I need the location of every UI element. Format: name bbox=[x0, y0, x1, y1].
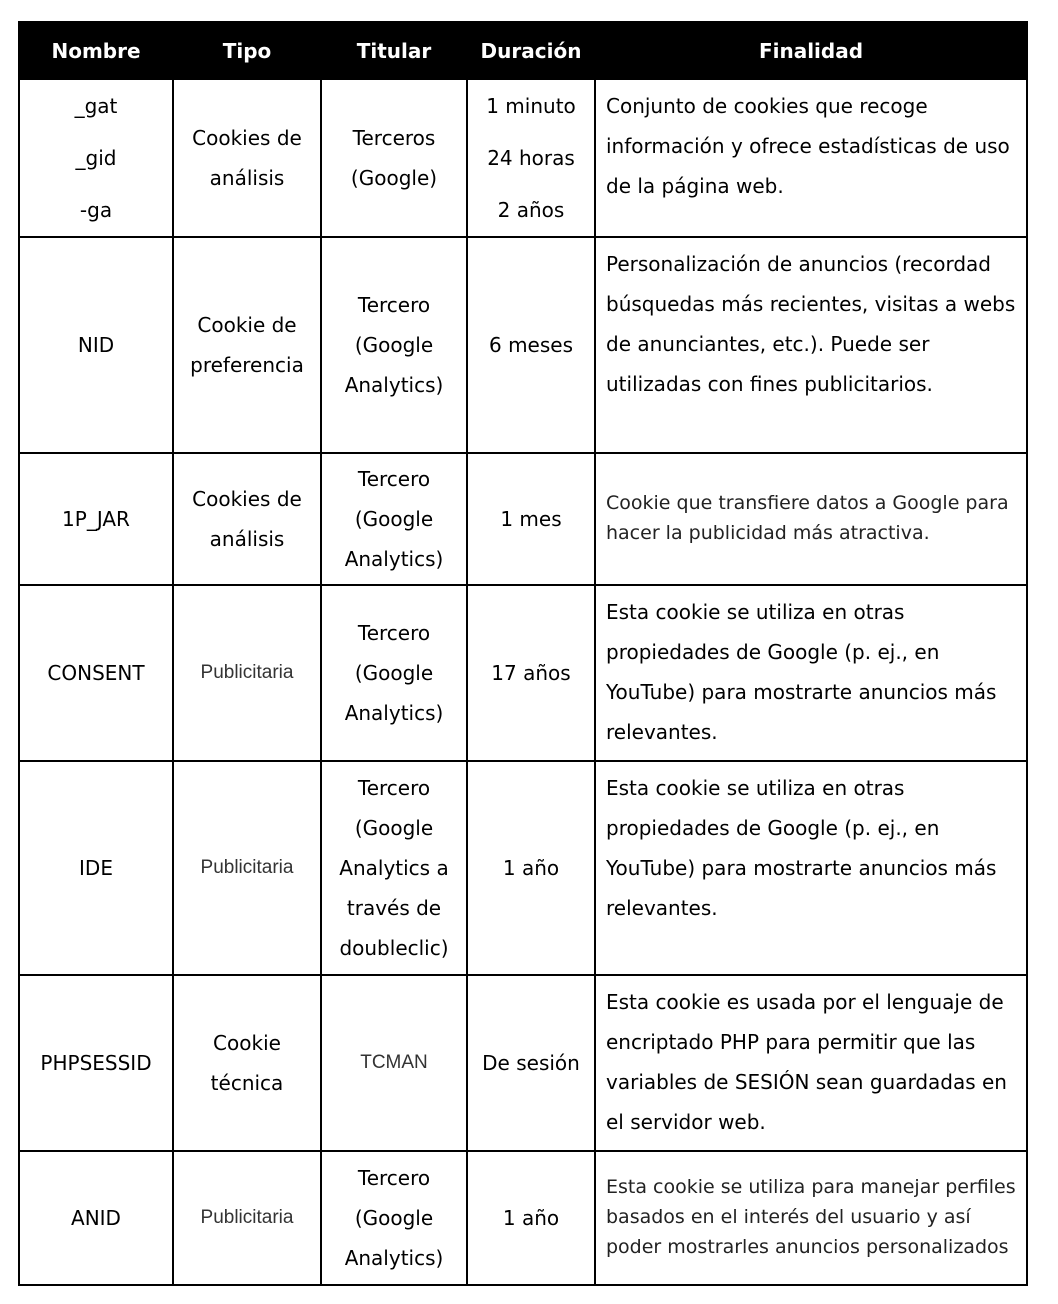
cell-finalidad: Personalización de anuncios (recordad búsquedas más recientes, visitas a webs de anunciantes, etc.). Puede ser utilizadas con fines publicitarios. bbox=[595, 237, 1027, 453]
cookie-name: -ga bbox=[79, 198, 113, 222]
cell-tipo: Cookie técnica bbox=[173, 975, 321, 1151]
cell-titular: Tercero (Google Analytics) bbox=[321, 1151, 467, 1285]
header-finalidad: Finalidad bbox=[595, 22, 1027, 79]
table-row bbox=[19, 1151, 1027, 1285]
cell-nombre: CONSENT bbox=[19, 585, 173, 761]
cookie-duration: 1 minuto bbox=[486, 94, 576, 118]
cell-duracion: 6 meses bbox=[467, 237, 595, 453]
cell-titular: Tercero (Google Analytics) bbox=[321, 453, 467, 585]
cell-tipo: Publicitaria bbox=[173, 761, 321, 975]
cell-duracion: 1 año bbox=[467, 1151, 595, 1285]
cell-duracion: 17 años bbox=[467, 585, 595, 761]
cell-finalidad: Esta cookie se utiliza en otras propiedades de Google (p. ej., en YouTube) para mostrarte anuncios más relevantes. bbox=[595, 761, 1027, 975]
cell-titular: Tercero (Google Analytics) bbox=[321, 585, 467, 761]
cell-nombre: 1P_JAR bbox=[19, 453, 173, 585]
table-row bbox=[19, 585, 1027, 761]
header-nombre: Nombre bbox=[19, 22, 173, 79]
cell-duracion bbox=[467, 79, 595, 237]
table-row bbox=[19, 79, 1027, 237]
table-row bbox=[19, 237, 1027, 453]
table-row bbox=[19, 761, 1027, 975]
cell-duracion: 1 año bbox=[467, 761, 595, 975]
cell-tipo: Cookies de análisis bbox=[173, 453, 321, 585]
cell-tipo: Publicitaria bbox=[173, 1151, 321, 1285]
cookie-name: _gid bbox=[75, 146, 117, 170]
cell-titular: Tercero (Google Analytics a través de doubleclic) bbox=[321, 761, 467, 975]
cell-nombre: PHPSESSID bbox=[19, 975, 173, 1151]
cell-nombre: IDE bbox=[19, 761, 173, 975]
cell-finalidad: Esta cookie es usada por el lenguaje de encriptado PHP para permitir que las variables de SESIÓN sean guardadas en el servidor web. bbox=[595, 975, 1027, 1151]
cell-finalidad: Conjunto de cookies que recoge información y ofrece estadísticas de uso de la página web. bbox=[595, 79, 1027, 237]
table-row bbox=[19, 453, 1027, 585]
cell-titular: Terceros (Google) bbox=[321, 79, 467, 237]
cell-finalidad: Esta cookie se utiliza en otras propiedades de Google (p. ej., en YouTube) para mostrarte anuncios más relevantes. bbox=[595, 585, 1027, 761]
cookie-duration: 2 años bbox=[497, 198, 565, 222]
cell-finalidad: Esta cookie se utiliza para manejar perfiles basados en el interés del usuario y así poder mostrarles anuncios personalizados bbox=[595, 1151, 1027, 1285]
cookies-table bbox=[18, 21, 1028, 1286]
cell-nombre: NID bbox=[19, 237, 173, 453]
cell-nombre bbox=[19, 79, 173, 237]
cell-tipo: Publicitaria bbox=[173, 585, 321, 761]
cookie-name: _gat bbox=[74, 94, 118, 118]
header-row bbox=[19, 22, 1027, 79]
cell-tipo: Cookies de análisis bbox=[173, 79, 321, 237]
cell-finalidad: Cookie que transfiere datos a Google para hacer la publicidad más atractiva. bbox=[595, 453, 1027, 585]
table-row bbox=[19, 975, 1027, 1151]
header-tipo: Tipo bbox=[173, 22, 321, 79]
cell-titular: Tercero (Google Analytics) bbox=[321, 237, 467, 453]
cell-duracion: 1 mes bbox=[467, 453, 595, 585]
cell-nombre: ANID bbox=[19, 1151, 173, 1285]
cell-titular: TCMAN bbox=[321, 975, 467, 1151]
header-titular: Titular bbox=[321, 22, 467, 79]
cell-duracion: De sesión bbox=[467, 975, 595, 1151]
header-duracion: Duración bbox=[467, 22, 595, 79]
cookie-duration: 24 horas bbox=[487, 146, 575, 170]
cell-tipo: Cookie de preferencia bbox=[173, 237, 321, 453]
